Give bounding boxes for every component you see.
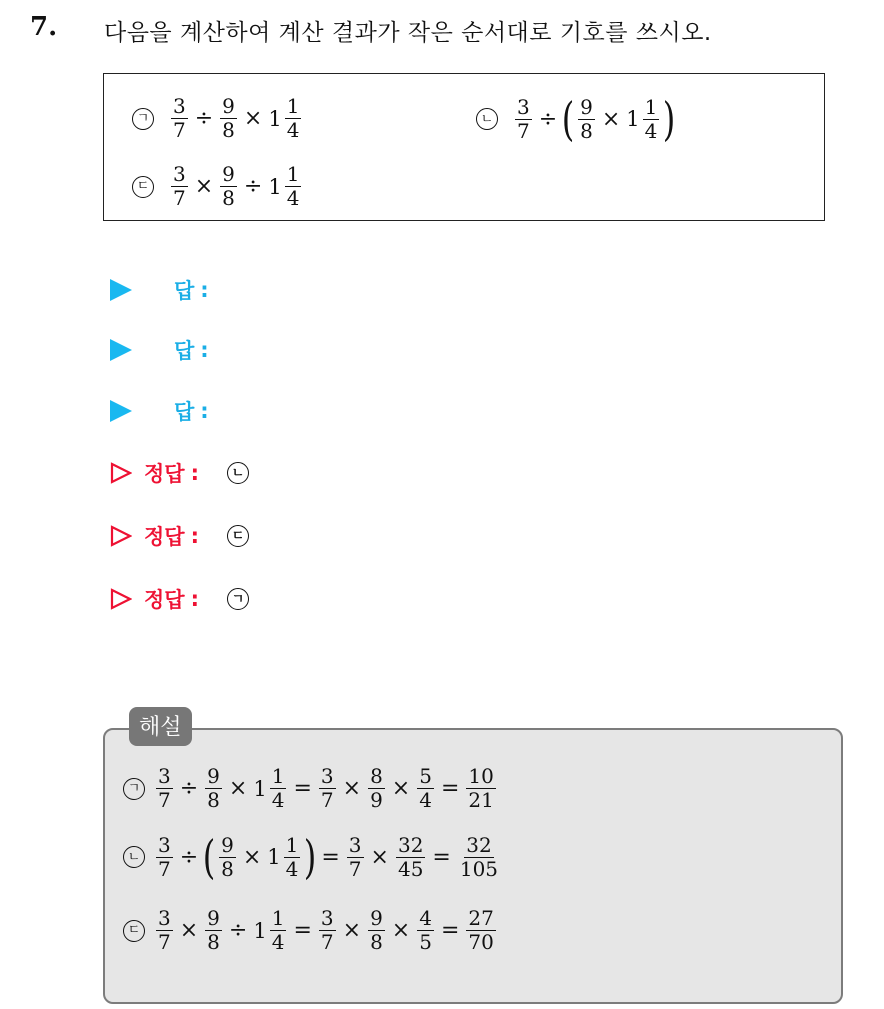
fraction: $\frac{1}{4}$ xyxy=(286,162,300,210)
answer-row-1 xyxy=(110,275,209,305)
correct-label: 정답 xyxy=(144,462,185,486)
answer-colon: : xyxy=(200,278,209,302)
solution-box xyxy=(103,728,843,1004)
answer-colon: : xyxy=(200,399,209,423)
solution-tag: 해설 xyxy=(129,707,192,746)
fraction: $\frac{4}{5}$ xyxy=(419,906,432,954)
label-circle-a: ㄱ xyxy=(123,778,145,800)
answer-label: 답 xyxy=(174,279,195,303)
problem-expression-c: ㄷ $\frac{3}{7}$ × $\frac{9}{8}$ ÷ 1 $\frac{1}{4}$ xyxy=(132,164,304,209)
correct-answer-row-2 xyxy=(110,521,263,551)
fraction: $\frac{3}{7}$ xyxy=(158,832,171,881)
solution-line-c: ㄷ $\frac{3}{7}$ × $\frac{9}{8}$ ÷ 1 $\frac{1}{4}$ = $\frac{3}{7}$ × $\frac{9}{8}$ × $\frac{4}{5}$ = $\frac{27}{70}$ xyxy=(123,908,499,953)
fraction: $\frac{32}{45}$ xyxy=(397,832,424,881)
fraction: $\frac{9}{8}$ xyxy=(222,94,235,142)
fraction: $\frac{1}{4}$ xyxy=(271,764,285,812)
fraction: $\frac{3}{7}$ xyxy=(517,94,530,143)
play-triangle-icon xyxy=(110,279,132,301)
fraction: $\frac{3}{7}$ xyxy=(173,94,186,142)
outline-triangle-icon xyxy=(110,462,132,484)
play-triangle-icon xyxy=(110,400,132,422)
correct-answer-row-3 xyxy=(110,584,263,614)
fraction: $\frac{3}{7}$ xyxy=(173,162,186,210)
label-circle-a: ㄱ xyxy=(132,108,154,130)
correct-label: 정답 xyxy=(144,588,185,612)
label-circle-c: ㄷ xyxy=(132,176,154,198)
fraction: $\frac{1}{4}$ xyxy=(271,906,285,954)
problem-expression-a: ㄱ $\frac{3}{7}$ ÷ $\frac{9}{8}$ × 1 $\frac{1}{4}$ xyxy=(132,96,304,141)
label-circle-c: ㄷ xyxy=(123,920,145,942)
fraction: $\frac{9}{8}$ xyxy=(222,162,235,210)
fraction: $\frac{27}{70}$ xyxy=(468,906,494,954)
problem-expression-b: ㄴ $\frac{3}{7}$ ÷ ( $\frac{9}{8}$ × 1 $\frac{1}{4}$ ) xyxy=(476,96,676,142)
fraction: $\frac{9}{8}$ xyxy=(221,832,234,881)
correct-value: ㄷ xyxy=(227,525,249,547)
fraction: $\frac{9}{8}$ xyxy=(370,906,383,954)
fraction: $\frac{3}{7}$ xyxy=(320,906,334,954)
answer-colon: : xyxy=(200,338,209,362)
correct-value: ㄴ xyxy=(227,462,249,484)
fraction: $\frac{9}{8}$ xyxy=(207,764,220,812)
correct-label: 정답 xyxy=(144,525,185,549)
answer-row-3 xyxy=(110,396,209,426)
correct-answer-row-1 xyxy=(110,458,263,488)
question-text: 다음을 계산하여 계산 결과가 작은 순서대로 기호를 쓰시오. xyxy=(104,20,712,46)
fraction: $\frac{10}{21}$ xyxy=(468,764,494,812)
fraction: $\frac{9}{8}$ xyxy=(580,94,593,143)
fraction: $\frac{1}{4}$ xyxy=(644,94,658,143)
outline-triangle-icon xyxy=(110,588,132,610)
problem-box xyxy=(103,73,825,221)
fraction: $\frac{3}{7}$ xyxy=(158,764,171,812)
fraction: $\frac{1}{4}$ xyxy=(286,94,300,142)
outline-triangle-icon xyxy=(110,525,132,547)
correct-colon: : xyxy=(190,524,199,548)
fraction: $\frac{3}{7}$ xyxy=(348,832,362,881)
answer-row-2 xyxy=(110,335,209,365)
fraction: $\frac{3}{7}$ xyxy=(158,906,171,954)
correct-colon: : xyxy=(190,461,199,485)
answer-label: 답 xyxy=(174,339,195,363)
solution-line-b: ㄴ $\frac{3}{7}$ ÷ ( $\frac{9}{8}$ × 1 $\frac{1}{4}$ ) = $\frac{3}{7}$ × $\frac{32}{45}$ = $\frac{32}{105}$ xyxy=(123,834,503,880)
correct-value: ㄱ xyxy=(227,588,249,610)
label-circle-b: ㄴ xyxy=(476,108,498,130)
question-number: 7. xyxy=(30,12,58,42)
fraction: $\frac{3}{7}$ xyxy=(320,764,334,812)
fraction: $\frac{32}{105}$ xyxy=(459,832,499,881)
label-circle-b: ㄴ xyxy=(123,846,145,868)
fraction: $\frac{9}{8}$ xyxy=(207,906,220,954)
correct-colon: : xyxy=(190,587,199,611)
answer-label: 답 xyxy=(174,400,195,424)
solution-line-a: ㄱ $\frac{3}{7}$ ÷ $\frac{9}{8}$ × 1 $\frac{1}{4}$ = $\frac{3}{7}$ × $\frac{8}{9}$ × $\frac{5}{4}$ = $\frac{10}{21}$ xyxy=(123,766,499,811)
play-triangle-icon xyxy=(110,339,132,361)
fraction: $\frac{8}{9}$ xyxy=(370,764,383,812)
fraction: $\frac{5}{4}$ xyxy=(419,764,432,812)
fraction: $\frac{1}{4}$ xyxy=(285,832,299,881)
